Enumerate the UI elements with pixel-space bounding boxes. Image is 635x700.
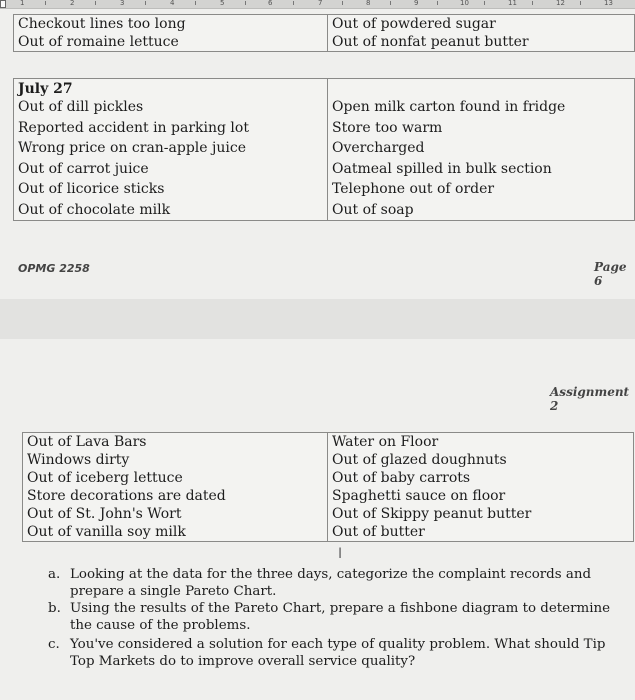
complaints-table-july-27 — [13, 78, 635, 221]
table-cell: Out of iceberg lettuce — [27, 470, 183, 486]
table-cell: Out of dill pickles — [18, 99, 144, 115]
table-column-left — [14, 79, 328, 221]
ruler-number: 9 — [414, 0, 419, 7]
ruler-tick — [484, 1, 485, 5]
table-cell: Out of baby carrots — [332, 470, 471, 486]
table-cell: Wrong price on cran-apple juice — [18, 140, 246, 156]
complaints-table-day-3 — [22, 432, 634, 542]
header-assignment: Assignment 2 — [550, 385, 630, 413]
table-cell: Out of nonfat peanut butter — [332, 34, 529, 50]
table-cell: Out of Lava Bars — [27, 434, 147, 450]
ruler-tick — [95, 1, 96, 5]
table-cell: Overcharged — [332, 140, 425, 156]
question-text: You've considered a solution for each type of quality problem. What should Tip Top Markets do to improve overall service quality? — [70, 637, 606, 669]
table-cell: Out of powdered sugar — [332, 16, 496, 32]
complaints-table-continued — [13, 14, 635, 52]
table-cell: Checkout lines too long — [18, 16, 186, 32]
ruler-tick — [245, 1, 246, 5]
table-cell: Out of vanilla soy milk — [27, 524, 186, 540]
table-cell: Open milk carton found in fridge — [332, 99, 566, 115]
table-cell: Out of Skippy peanut butter — [332, 506, 532, 522]
table-date-heading: July 27 — [18, 81, 73, 97]
ruler-number: 11 — [508, 0, 517, 7]
table-column-right — [328, 79, 635, 221]
ruler-number: 13 — [604, 0, 613, 7]
ruler-number: 2 — [70, 0, 75, 7]
table-cell: Out of carrot juice — [18, 160, 149, 177]
ruler-number: 7 — [318, 0, 323, 7]
ruler-tick — [390, 1, 391, 5]
question-text: Looking at the data for the three days, categorize the complaint records and prepare a single Pareto Chart. — [70, 567, 592, 599]
ruler-number: 4 — [170, 0, 175, 7]
table-column-left — [14, 15, 328, 52]
table-cell: Spaghetti sauce on floor — [332, 488, 506, 504]
footer-page-number: Page 6 — [594, 260, 627, 288]
ruler-number: 1 — [20, 0, 25, 7]
ruler-tick — [145, 1, 146, 5]
table-cell: Oatmeal spilled in bulk section — [332, 160, 552, 177]
question-text: Using the results of the Pareto Chart, prepare a fishbone diagram to determine the cause of the problems. — [70, 601, 611, 633]
ruler-tick — [195, 1, 196, 5]
table-cell: Store decorations are dated — [27, 488, 226, 504]
ruler-tick — [437, 1, 438, 5]
ruler-tick — [293, 1, 294, 5]
table-cell: Reported accident in parking lot — [18, 119, 249, 136]
table-cell: Store too warm — [332, 119, 443, 136]
ruler-tick — [342, 1, 343, 5]
table-column-right — [328, 15, 635, 52]
table-cell: Out of soap — [332, 201, 414, 218]
table-cell: Out of chocolate milk — [18, 201, 171, 218]
table-cell: Telephone out of order — [332, 181, 495, 197]
question-c — [48, 636, 634, 670]
ruler-number: 3 — [120, 0, 125, 7]
text-cursor-icon: I — [338, 546, 343, 562]
table-column-left — [23, 433, 328, 542]
table-cell: Water on Floor — [332, 434, 439, 450]
ruler[interactable] — [0, 0, 635, 9]
table-cell: Out of butter — [332, 524, 425, 540]
ruler-number: 12 — [556, 0, 565, 7]
page-gap — [0, 299, 635, 339]
question-label: b. — [48, 601, 61, 616]
ruler-number: 10 — [460, 0, 469, 7]
ruler-number: 5 — [220, 0, 225, 7]
question-label: a. — [48, 567, 61, 582]
question-label: c. — [48, 637, 60, 652]
ruler-number: 6 — [268, 0, 273, 7]
question-b — [48, 600, 634, 634]
ruler-tick — [45, 1, 46, 5]
table-cell: Out of St. John's Wort — [27, 506, 182, 522]
ruler-number: 8 — [366, 0, 371, 7]
ruler-tick — [580, 1, 581, 5]
table-cell: Out of glazed doughnuts — [332, 452, 507, 468]
table-cell: Windows dirty — [27, 452, 130, 468]
ruler-tick — [532, 1, 533, 5]
footer-course-code: OPMG 2258 — [18, 262, 90, 275]
table-cell: Out of romaine lettuce — [18, 34, 179, 50]
question-a — [48, 566, 634, 600]
table-cell: Out of licorice sticks — [18, 181, 165, 197]
table-column-right — [328, 433, 634, 542]
